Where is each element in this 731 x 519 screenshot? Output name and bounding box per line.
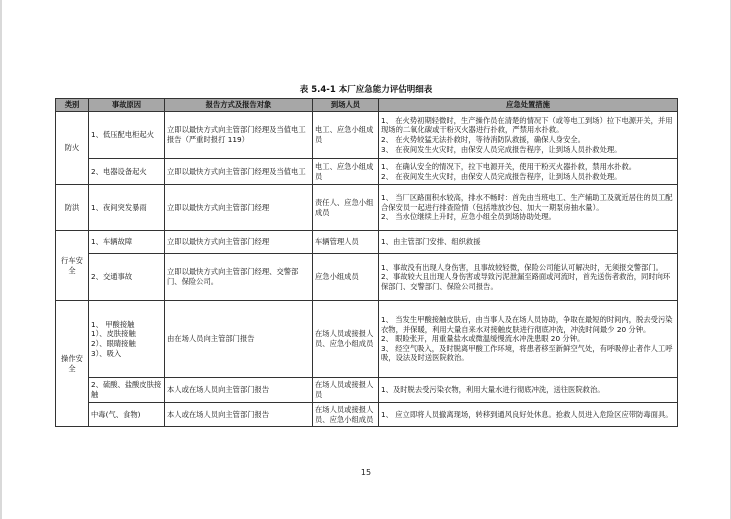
category-cell: 防火 — [56, 112, 89, 185]
staff-cell: 在场人员或接报人员 — [313, 378, 379, 403]
header-measures: 应急处置措施 — [379, 99, 678, 112]
measures-cell: 1、 在火势初期轻微时，生产操作员在清楚的情况下（或等电工到场）拉下电源开关，并用现场的二氧化碳或干粉灭火器进行扑救，严禁用水扑救。 2、 在火势较猛无法扑救时，等待消防队救援，确保人身安全。 3、 在夜间发生火灾时，由保安人员完成报告程序，让到场人员扑救处理。 — [379, 112, 678, 159]
category-cell: 防洪 — [56, 185, 89, 231]
cause-cell: 1、夜间突发暴雨 — [89, 185, 165, 231]
document-page — [2, 0, 730, 519]
table-row — [56, 185, 678, 231]
staff-cell: 应急小组成员 — [313, 254, 379, 301]
staff-cell: 车辆管理人员 — [313, 231, 379, 254]
measures-cell: 1、 当发生甲酸接触皮肤后，由当事人及在场人员协助，争取在最短的时间内，脱去受污染衣物，并保暖，利用大量自来水对接触皮肤进行彻底冲洗，冲洗时间最少 20 分钟。 2、 眼睑张开，用重量盐水或微温缓慢流水冲洗患眼 20 分钟。 3、 经空气吸入，及时脱离甲酸工作环境，将患者移至新鲜空气处，有呼吸停止者作人工呼吸，设法及时送医院救治。 — [379, 301, 678, 378]
cause-cell: 1、 甲酸接触 1）、皮肤接触 2）、眼睛接触 3）、吸入 — [89, 301, 165, 378]
report-cell: 立即以最快方式向主管部门经理 — [165, 185, 313, 231]
table-row — [56, 403, 678, 427]
staff-cell: 责任人、应急小组成员 — [313, 185, 379, 231]
measures-cell: 1、及时脱去受污染衣物，利用大量水进行彻底冲洗，送往医院救治。 — [379, 378, 678, 403]
report-cell: 立即以最快方式向主管部门经理及当值电工报告（严重时报打 119） — [165, 112, 313, 159]
table-row — [56, 159, 678, 185]
table-caption: 表 5.4-1 本厂应急能力评估明细表 — [299, 85, 433, 95]
measures-cell: 1、 应立即将人员撤离现场，转移到通风良好处休息。抢救人员进入危险区应带防毒面具。 — [379, 403, 678, 427]
header-category: 类别 — [56, 99, 89, 112]
cause-cell: 1、低压配电柜起火 — [89, 112, 165, 159]
staff-cell: 电工、应急小组成员 — [313, 159, 379, 185]
header-cause: 事故原因 — [89, 99, 165, 112]
table-header-row — [56, 99, 678, 112]
staff-cell: 在场人员或接报人员、应急小组成员 — [313, 301, 379, 378]
measures-cell: 1、 当厂区路面积水较高，排水不畅时：首先由当班电工、生产辅助工及就近居住的员工配合保安员一起进行排查险情（包括堆放沙包、加大一期泵房抽水量）。 2、 当水位继续上升时，应急小组全员到场协助处理。 — [379, 185, 678, 231]
report-cell: 立即以最快方式向主管部门经理、交警部门、保险公司。 — [165, 254, 313, 301]
cause-cell: 2、交通事故 — [89, 254, 165, 301]
header-staff: 到场人员 — [313, 99, 379, 112]
cause-cell: 中毒(气、食物) — [89, 403, 165, 427]
cause-cell: 1、车辆故障 — [89, 231, 165, 254]
report-cell: 本人或在场人员向主管部门报告 — [165, 403, 313, 427]
table-row — [56, 254, 678, 301]
table-row — [56, 378, 678, 403]
table-row — [56, 112, 678, 159]
header-report: 报告方式及报告对象 — [165, 99, 313, 112]
page-number: 15 — [360, 468, 372, 477]
report-cell: 由在场人员向主管部门报告 — [165, 301, 313, 378]
report-cell: 本人或在场人员向主管部门报告 — [165, 378, 313, 403]
cause-cell: 2、硫酸、盐酸皮肤接触 — [89, 378, 165, 403]
table-row — [56, 231, 678, 254]
staff-cell: 在场人员或接报人员、应急小组成员 — [313, 403, 379, 427]
table-row — [56, 301, 678, 378]
staff-cell: 电工、应急小组成员 — [313, 112, 379, 159]
measures-cell: 1、由主管部门安排、组织救援 — [379, 231, 678, 254]
measures-cell: 1、事故没有出现人身伤害，且事故较轻微，保险公司能认可解决时，无须报交警部门。 2、事故较大且出现人身伤害或导致污泥泄漏至路面或河流时，首先送伤者救治，同时向环保部门、交警部门、保险公司报告。 — [379, 254, 678, 301]
report-cell: 立即以最快方式向主管部门经理及当值电工 — [165, 159, 313, 185]
cause-cell: 2、电器设备起火 — [89, 159, 165, 185]
category-cell: 行车安全 — [56, 231, 89, 301]
measures-cell: 1、 在确认安全的情况下，拉下电源开关，使用干粉灭火器扑救，禁用水扑救。 2、 在夜间发生火灾时，由保安人员完成报告程序，让到场人员扑救处理。 — [379, 159, 678, 185]
report-cell: 立即以最快方式向主管部门经理 — [165, 231, 313, 254]
emergency-capability-table — [55, 98, 678, 427]
category-cell: 操作安全 — [56, 301, 89, 427]
